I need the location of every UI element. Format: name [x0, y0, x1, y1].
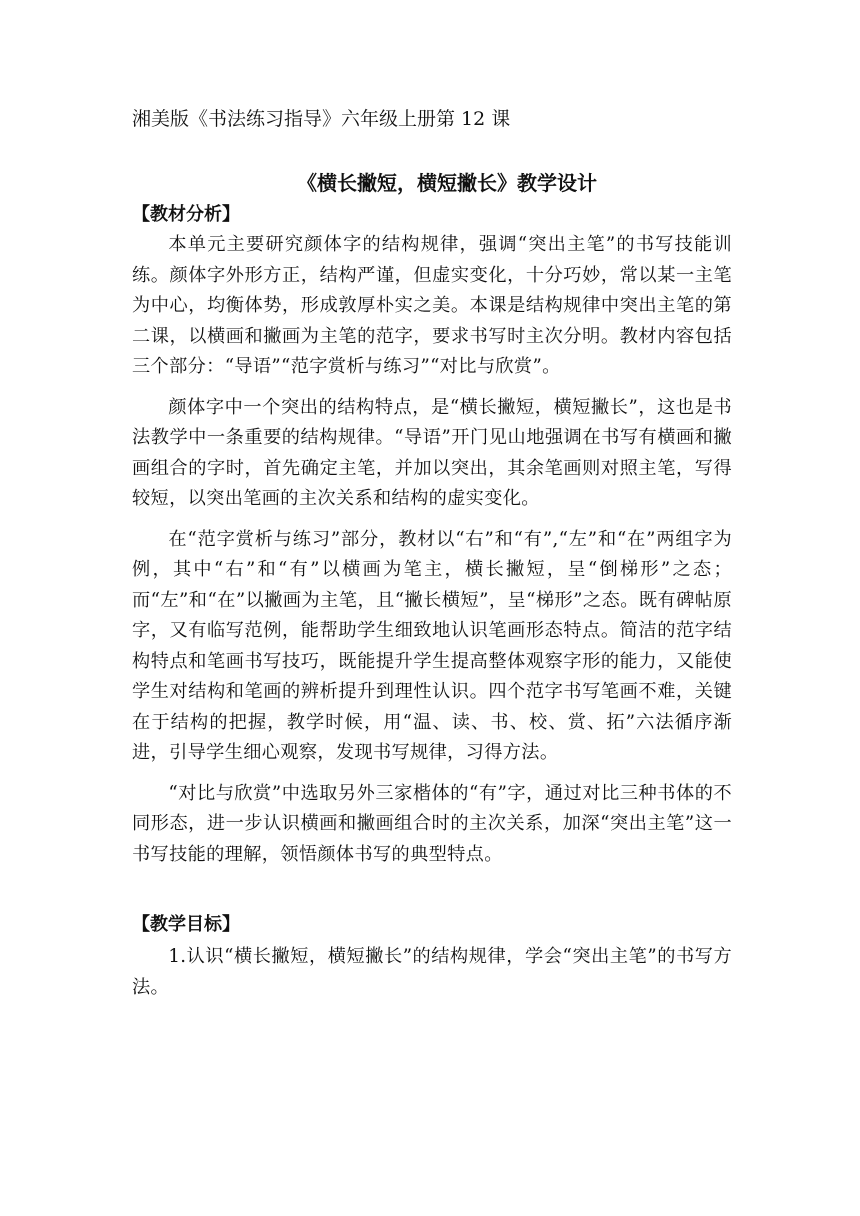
analysis-paragraph-4: “对比与欣赏”中选取另外三家楷体的“有”字，通过对比三种书体的不同形态，进一步认识横画和撇画组合时的主次关系，加深“突出主笔”这一书写技能的理解，领悟颜体书写的典型特点。	[132, 782, 732, 865]
analysis-paragraph-1: 本单元主要研究颜体字的结构规律，强调“突出主笔”的书写技能训练。颜体字外形方正，结构严谨，但虚实变化，十分巧妙，常以某一主笔为中心，均衡体势，形成敦厚朴实之美。本课是结构规律中突出主笔的第二课，以横画和撇画为主笔的范字，要求书写时主次分明。教材内容包括三个部分：“导语”“范字赏析与练习”“对比与欣赏”。	[132, 234, 732, 377]
course-line: 湘美版《书法练习指导》六年级上册第 12 课	[132, 108, 511, 130]
analysis-section	[132, 200, 732, 870]
analysis-paragraph-2: 颜体字中一个突出的结构特点，是“横长撇短，横短撇长”，这也是书法教学中一条重要的结构规律。“导语”开门见山地强调在书写有横画和撇画组合的字时，首先确定主笔，并加以突出，其余笔画则对照主笔，写得较短，以突出笔画的主次关系和结构的虚实变化。	[132, 396, 732, 509]
document-title: 《横长撇短，横短撇长》教学设计	[297, 171, 597, 195]
analysis-paragraph-3: 在“范字赏析与练习”部分，教材以“右”和“有”,“左”和“在”两组字为例，其中“右”和“有”以横画为笔主，横长撇短，呈“倒梯形”之态；而“左”和“在”以撇画为主笔，且“撇长横短”，呈“梯形”之态。既有碑帖原字，又有临写范例，能帮助学生细致地认识笔画形态特点。简洁的范字结构特点和笔画书写技巧，既能提升学生提高整体观察字形的能力，又能使学生对结构和笔画的辨析提升到理性认识。四个范字书写笔画不难，关键在于结构的把握，教学时候，用“温、读、书、校、赏、拓”六法循序渐进，引导学生细心观察，发现书写规律，习得方法。	[132, 528, 732, 763]
analysis-heading: 【教材分析】	[132, 204, 240, 225]
objectives-heading: 【教学目标】	[132, 914, 240, 935]
objective-item-1: 1.认识“横长撇短，横短撇长”的结构规律，学会“突出主笔”的书写方法。	[132, 946, 732, 998]
section-spacer	[132, 870, 732, 908]
objectives-section	[132, 910, 732, 1003]
